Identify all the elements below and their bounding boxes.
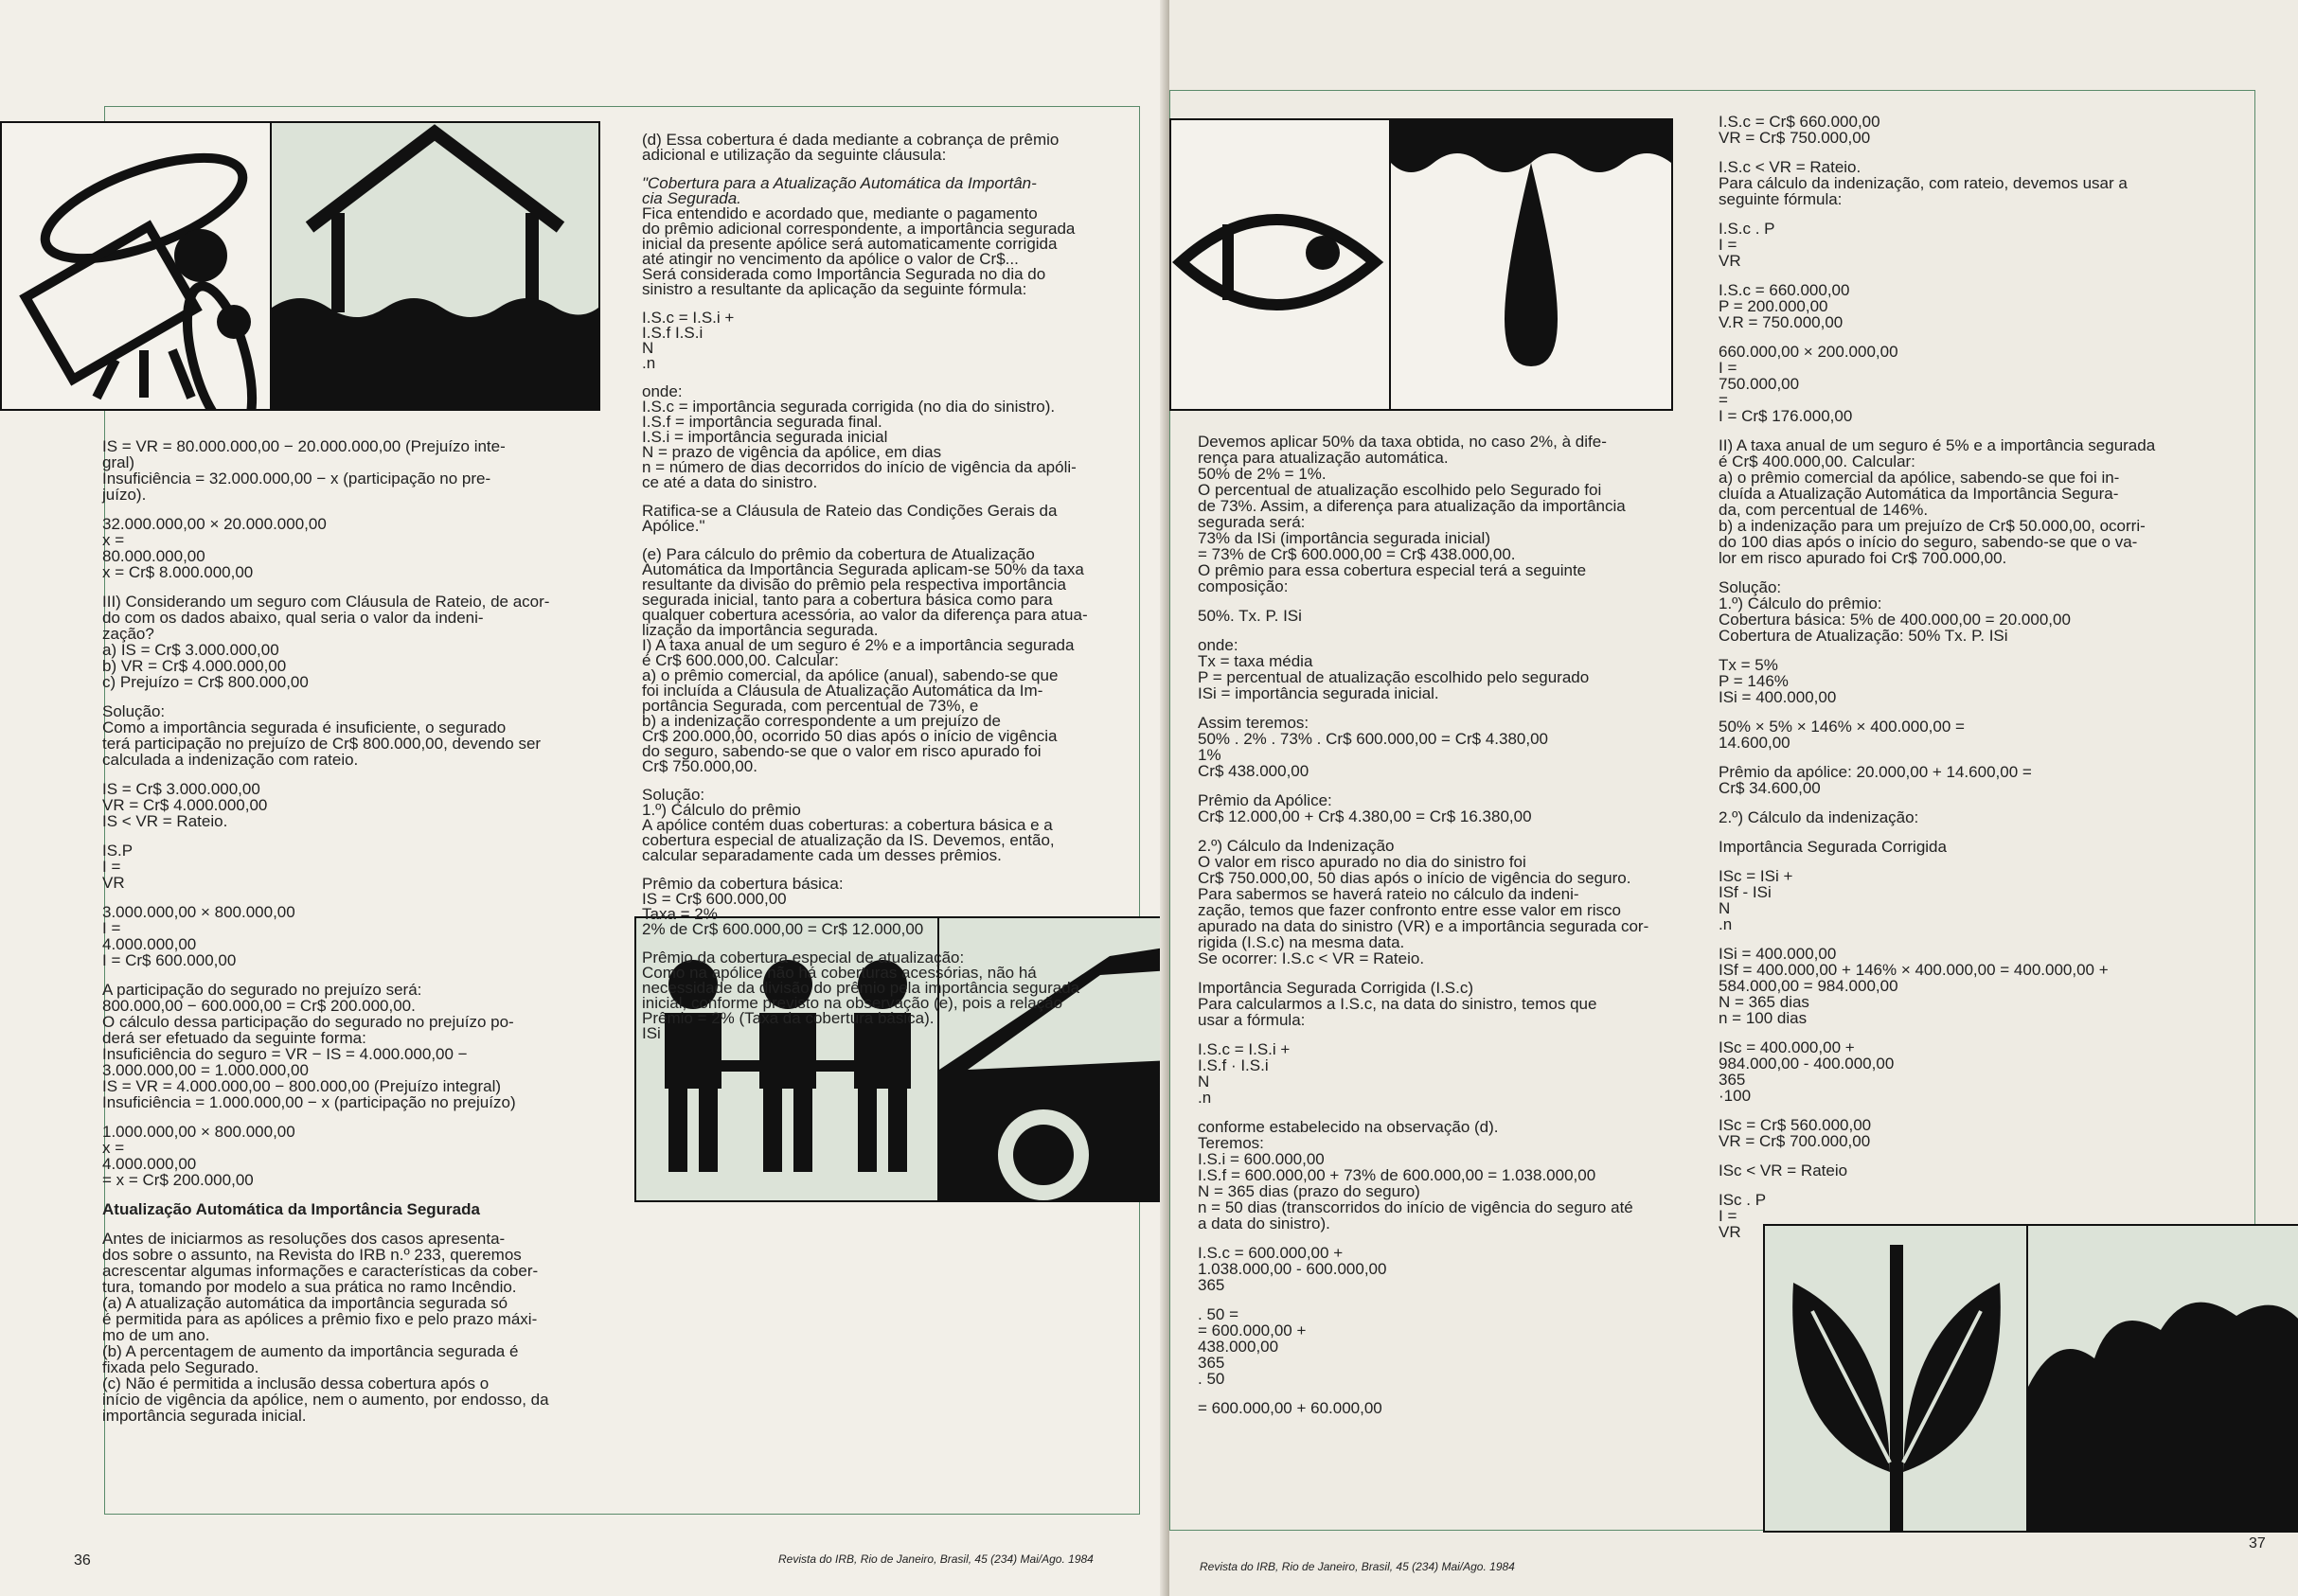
storm-cloud-illustration: [2026, 1224, 2298, 1533]
flood-house-illustration: [270, 121, 600, 411]
c1-line: mo de um ano.: [102, 1326, 210, 1344]
c3-line: Para sabermos se haverá rateio no cálculo da indeni-: [1198, 885, 1579, 903]
c3-line: 73% da ISi (importância segurada inicial): [1198, 529, 1490, 547]
c1-line: VR = Cr$ 4.000.000,00: [102, 796, 268, 814]
c2-line: IS = Cr$ 600.000,00: [642, 890, 787, 908]
c3-line: de 73%. Assim, a diferença para atualização da importância: [1198, 497, 1626, 515]
c4-line: Importância Segurada Corrigida: [1719, 838, 1947, 856]
c1-line: IS.P: [102, 842, 134, 860]
c2-line: Apólice.": [642, 517, 705, 535]
c3-line: Assim teremos:: [1198, 714, 1309, 732]
c1-line: dos sobre o assunto, na Revista do IRB n.º 233, queremos: [102, 1246, 522, 1264]
c1-line: x = Cr$ 8.000.000,00: [102, 563, 254, 581]
c1-line: c) Prejuízo = Cr$ 800.000,00: [102, 673, 309, 691]
c4-line: I =: [1719, 236, 1737, 254]
c2-line: inicial, conforme previsto na observação (e), pois a relação: [642, 994, 1063, 1012]
c1-line: a) IS = Cr$ 3.000.000,00: [102, 641, 279, 659]
c4-line: I.S.c . P: [1719, 220, 1775, 238]
c4-line: ISc < VR = Rateio: [1719, 1162, 1848, 1179]
c2-line: Prêmio da cobertura especial de atualização:: [642, 949, 965, 966]
c3-line: rença para atualização automática.: [1198, 449, 1449, 467]
c3-line: apurado na data do sinistro (VR) e a importância segurada cor-: [1198, 917, 1649, 935]
c2-line: Como na apólice não há coberturas acessórias, não há: [642, 964, 1037, 982]
c4-line: II) A taxa anual de um seguro é 5% e a importância segurada: [1719, 436, 2156, 454]
c4-line: Solução:: [1719, 578, 1782, 596]
c3-line: usar a fórmula:: [1198, 1011, 1306, 1029]
c1-line: tura, tomando por modelo a sua prática no ramo Incêndio.: [102, 1278, 517, 1296]
c4-line: I.S.c = 660.000,00: [1719, 281, 1850, 299]
c3-line: conforme estabelecido na observação (d).: [1198, 1118, 1499, 1136]
c2-line: n = número de dias decorridos do início de vigência da apóli-: [642, 458, 1077, 476]
c2-line: segurada inicial, tanto para a cobertura básica como para: [642, 591, 1053, 609]
c2-line: 2% de Cr$ 600.000,00 = Cr$ 12.000,00: [642, 920, 924, 938]
c3-line: O prêmio para essa cobertura especial terá a seguinte: [1198, 561, 1587, 579]
c2-line: Cr$ 200.000,00, ocorrido 50 dias após o início de vigência: [642, 727, 1058, 745]
c2-line: (e) Para cálculo do prêmio da cobertura de Atualização: [642, 545, 1035, 563]
c2-line: foi incluída a Cláusula de Atualização Automática da Im-: [642, 682, 1043, 700]
c4-line: =: [1719, 391, 1728, 409]
c4-line: lor em risco apurado foi Cr$ 700.000,00.: [1719, 549, 2007, 567]
c2-line: .n: [642, 354, 656, 372]
c2-line: (d) Essa cobertura é dada mediante a cobrança de prêmio: [642, 131, 1060, 149]
c3-line: Para calcularmos a I.S.c, na data do sinistro, temos que: [1198, 995, 1597, 1013]
c2-line: I.S.f I.S.i: [642, 324, 704, 342]
c1-line: início de vigência da apólice, nem o aumento, por endosso, da: [102, 1391, 549, 1409]
right-page-footer: Revista do IRB, Rio de Janeiro, Brasil, 45 (234) Mai/Ago. 1984: [1200, 1560, 1515, 1573]
c3-line: rigida (I.S.c) na mesma data.: [1198, 933, 1405, 951]
c1-line: Insuficiência do seguro = VR − IS = 4.000.000,00 −: [102, 1045, 468, 1063]
c4-line: VR: [1719, 252, 1741, 270]
c4-line: ISi = 400.000,00: [1719, 688, 1837, 706]
c4-line: seguinte fórmula:: [1719, 190, 1843, 208]
c1-line: zação?: [102, 625, 154, 643]
c4-line: 2.º) Cálculo da indenização:: [1719, 808, 1919, 826]
c3-line: N: [1198, 1073, 1210, 1091]
c3-line: Cr$ 750.000,00, 50 dias após o início de vigência do seguro.: [1198, 869, 1631, 887]
c2-line: Será considerada como Importância Segurada no dia do: [642, 265, 1046, 283]
c1-line: x =: [102, 1139, 125, 1157]
c3-line: . 50: [1198, 1370, 1225, 1388]
c3-line: Se ocorrer: I.S.c < VR = Rateio.: [1198, 949, 1425, 967]
c2-line: necessidade da divisão do prêmio pela importância segurada: [642, 979, 1080, 997]
c1-line: I =: [102, 919, 121, 937]
c1-line: III) Considerando um seguro com Cláusula de Rateio, de acor-: [102, 593, 550, 611]
c2-line: I.S.f = importância segurada final.: [642, 413, 882, 431]
c2-line: 1.º) Cálculo do prêmio: [642, 801, 801, 819]
c4-line: n = 100 dias: [1719, 1009, 1808, 1027]
water-drop-illustration: [1389, 118, 1673, 411]
c4-line: a) o prêmio comercial da apólice, sabendo-se que foi in-: [1719, 469, 2120, 487]
c4-line: P = 200.000,00: [1719, 297, 1828, 315]
c2-line: Ratifica-se a Cláusula de Rateio das Condições Gerais da: [642, 502, 1058, 520]
c1-line: acrescentar algumas informações e características da cober-: [102, 1262, 539, 1280]
c2-line: "Cobertura para a Atualização Automática da Importân-: [642, 174, 1037, 192]
c2-line: Automática da Importância Segurada aplicam-se 50% da taxa: [642, 560, 1084, 578]
c3-line: composição:: [1198, 577, 1289, 595]
c1-line: (c) Não é permitida a inclusão dessa cobertura após o: [102, 1374, 490, 1392]
c4-line: ISc = Cr$ 560.000,00: [1719, 1116, 1872, 1134]
c2-line: do seguro, sabendo-se que o valor em risco apurado foi: [642, 742, 1042, 760]
c1-line: gral): [102, 453, 135, 471]
c3-line: Teremos:: [1198, 1134, 1264, 1152]
c2-line: Prêmio = 2% (Taxa da cobertura básica).: [642, 1009, 935, 1027]
c3-line: Tx = taxa média: [1198, 652, 1313, 670]
c3-line: a data do sinistro).: [1198, 1215, 1330, 1232]
c4-line: é Cr$ 400.000,00. Calcular:: [1719, 452, 1915, 470]
c3-line: 50% de 2% = 1%.: [1198, 465, 1327, 483]
c1-line: terá participação no prejuízo de Cr$ 800.000,00, devendo ser: [102, 735, 542, 753]
c1-line: Como a importância segurada é insuficiente, o segurado: [102, 718, 507, 736]
c2-line: cia Segurada.: [642, 189, 741, 207]
c4-line: N = 365 dias: [1719, 993, 1809, 1011]
c2-line: inicial da presente apólice será automaticamente corrigida: [642, 235, 1058, 253]
c4-line: Cr$ 34.600,00: [1719, 779, 1821, 797]
c2-line: a) o prêmio comercial, da apólice (anual), sabendo-se que: [642, 666, 1059, 684]
c3-line: O valor em risco apurado no dia do sinistro foi: [1198, 853, 1526, 871]
c3-line: I.S.f · I.S.i: [1198, 1056, 1269, 1074]
middle-column: [642, 133, 1139, 1041]
c4-line: Cobertura de Atualização: 50% Tx. P. ISi: [1719, 627, 2008, 645]
c3-line: Importância Segurada Corrigida (I.S.c): [1198, 979, 1474, 997]
c1-line: importância segurada inicial.: [102, 1407, 307, 1425]
c2-line: I.S.i = importância segurada inicial: [642, 428, 888, 446]
c2-line: é Cr$ 600.000,00. Calcular:: [642, 651, 839, 669]
c4-line: Cobertura básica: 5% de 400.000,00 = 20.000,00: [1719, 611, 2071, 629]
c3-line: I.S.c = 600.000,00 +: [1198, 1244, 1344, 1262]
c2-line: qualquer cobertura acessória, ao valor da diferença para atua-: [642, 606, 1088, 624]
c1-line: juízo).: [102, 486, 147, 504]
c2-line: ISi: [642, 1024, 661, 1042]
c1-line: 3.000.000,00 × 800.000,00: [102, 903, 295, 921]
c3-line: segurada será:: [1198, 513, 1306, 531]
c1-line: O cálculo dessa participação do segurado no prejuízo po-: [102, 1013, 514, 1031]
c3-line: = 600.000,00 + 60.000,00: [1198, 1399, 1382, 1417]
c2-line: Fica entendido e acordado que, mediante o pagamento: [642, 204, 1038, 222]
bee-illustration: [0, 121, 274, 411]
c2-line: Cr$ 750.000,00.: [642, 757, 757, 775]
c4-line: N: [1719, 899, 1731, 917]
c1-line: do com os dados abaixo, qual seria o valor da indeni-: [102, 609, 484, 627]
c2-line: b) a indenização correspondente a um prejuízo de: [642, 712, 1001, 730]
c2-line: calcular separadamente cada um desses prêmios.: [642, 846, 1002, 864]
c2-line: lização da importância segurada.: [642, 621, 879, 639]
c1-line: calculada a indenização com rateio.: [102, 751, 359, 769]
c1-line: (a) A atualização automática da importância segurada só: [102, 1294, 508, 1312]
c3-line: n = 50 dias (transcorridos do início de vigência do seguro até: [1198, 1198, 1633, 1216]
c3-line: Prêmio da Apólice:: [1198, 791, 1332, 809]
c3-line: I.S.c = I.S.i +: [1198, 1040, 1291, 1058]
c2-line: onde:: [642, 382, 683, 400]
c1-line: 4.000.000,00: [102, 935, 197, 953]
c4-line: do 100 dias após o início do seguro, sabendo-se que o va-: [1719, 533, 2138, 551]
c4-line: da, com percentual de 146%.: [1719, 501, 1929, 519]
c1-line: IS = VR = 4.000.000,00 − 800.000,00 (Prejuízo integral): [102, 1077, 502, 1095]
c2-line: N = prazo de vigência da apólice, em dias: [642, 443, 942, 461]
c2-line: adicional e utilização da seguinte cláusula:: [642, 146, 947, 164]
c4-line: 984.000,00 - 400.000,00: [1719, 1055, 1895, 1073]
c3-line: zação, temos que fazer confronto entre esse valor em risco: [1198, 901, 1621, 919]
c4-line: ISf - ISi: [1719, 883, 1772, 901]
c4-line: I =: [1719, 1207, 1737, 1225]
c3-line: Cr$ 438.000,00: [1198, 762, 1309, 780]
c1-line: Atualização Automática da Importância Segurada: [102, 1200, 480, 1218]
c3-line: . 50 =: [1198, 1305, 1239, 1323]
c1-line: IS = VR = 80.000.000,00 − 20.000.000,00 (Prejuízo inte-: [102, 437, 506, 455]
c3-line: P = percentual de atualização escolhido pelo segurado: [1198, 668, 1590, 686]
c2-line: I) A taxa anual de um seguro é 2% e a importância segurada: [642, 636, 1075, 654]
c4-line: Para cálculo da indenização, com rateio, devemos usar a: [1719, 174, 2128, 192]
c2-line: Solução:: [642, 786, 705, 804]
c2-line: Prêmio da cobertura básica:: [642, 875, 844, 893]
c1-line: IS = Cr$ 3.000.000,00: [102, 780, 260, 798]
c1-line: 32.000.000,00 × 20.000.000,00: [102, 515, 327, 533]
c3-line: = 600.000,00 +: [1198, 1321, 1307, 1339]
right-column-b: [1719, 114, 2277, 1240]
c3-line: I.S.i = 600.000,00: [1198, 1150, 1325, 1168]
c4-line: V.R = 750.000,00: [1719, 313, 1844, 331]
c4-line: 584.000,00 = 984.000,00: [1719, 977, 1898, 995]
c1-line: derá ser efetuado da seguinte forma:: [102, 1029, 366, 1047]
c4-line: 1.º) Cálculo do prêmio:: [1719, 594, 1882, 612]
c3-line: 365: [1198, 1276, 1225, 1294]
right-page: [1169, 0, 2298, 1596]
c2-line: do prêmio adicional correspondente, a importância segurada: [642, 220, 1076, 238]
c1-line: 3.000.000,00 = 1.000.000,00: [102, 1061, 309, 1079]
c3-line: 1%: [1198, 746, 1221, 764]
c1-line: Solução:: [102, 702, 166, 720]
c1-line: = x = Cr$ 200.000,00: [102, 1171, 254, 1189]
c4-line: ISc = ISi +: [1719, 867, 1793, 885]
c3-line: I.S.f = 600.000,00 + 73% de 600.000,00 = 1.038.000,00: [1198, 1166, 1596, 1184]
c4-line: Tx = 5%: [1719, 656, 1778, 674]
c4-line: ISf = 400.000,00 + 146% × 400.000,00 = 400.000,00 +: [1719, 961, 2109, 979]
c1-line: 4.000.000,00: [102, 1155, 197, 1173]
c4-line: Prêmio da apólice: 20.000,00 + 14.600,00 =: [1719, 763, 2032, 781]
c3-line: 365: [1198, 1354, 1225, 1372]
c4-line: ·100: [1719, 1087, 1752, 1105]
c3-line: O percentual de atualização escolhido pelo Segurado foi: [1198, 481, 1602, 499]
c3-line: 438.000,00: [1198, 1338, 1279, 1356]
c1-line: (b) A percentagem de aumento da importância segurada é: [102, 1342, 519, 1360]
c4-line: ISc . P: [1719, 1191, 1767, 1209]
c1-line: fixada pelo Segurado.: [102, 1358, 259, 1376]
c4-line: I =: [1719, 359, 1737, 377]
c2-line: Taxa = 2%: [642, 905, 718, 923]
c2-line: resultante da divisão do prêmio pela respectiva importância: [642, 576, 1066, 594]
c1-line: I =: [102, 858, 121, 876]
c1-line: 80.000.000,00: [102, 547, 205, 565]
left-page-number: 36: [74, 1552, 91, 1569]
c2-line: até atingir no vencimento da apólice o valor de Cr$...: [642, 250, 1019, 268]
right-page-number: 37: [2249, 1535, 2266, 1552]
fish-illustration: [1169, 118, 1393, 411]
c2-line: sinistro a resultante da aplicação da seguinte fórmula:: [642, 280, 1027, 298]
c4-line: I.S.c < VR = Rateio.: [1719, 158, 1862, 176]
c1-line: Antes de iniciarmos as resoluções dos casos apresenta-: [102, 1230, 506, 1248]
c4-line: P = 146%: [1719, 672, 1789, 690]
c4-line: b) a indenização para um prejuízo de Cr$ 50.000,00, ocorri-: [1719, 517, 2146, 535]
c1-line: Insuficiência = 1.000.000,00 − x (participação no prejuízo): [102, 1093, 516, 1111]
c1-line: é permitida para as apólices a prêmio fixo e pelo prazo máxi-: [102, 1310, 538, 1328]
c1-line: Insuficiência = 32.000.000,00 − x (participação no pre-: [102, 470, 491, 488]
c2-line: N: [642, 339, 654, 357]
left-page-footer: Revista do IRB, Rio de Janeiro, Brasil, 45 (234) Mai/Ago. 1984: [778, 1552, 1094, 1566]
c4-line: I = Cr$ 176.000,00: [1719, 407, 1853, 425]
c4-line: I.S.c = Cr$ 660.000,00: [1719, 113, 1880, 131]
c1-line: 800.000,00 − 600.000,00 = Cr$ 200.000,00.: [102, 997, 416, 1015]
c1-line: VR: [102, 874, 125, 892]
c4-line: cluída a Atualização Automática da Importância Segura-: [1719, 485, 2119, 503]
c1-line: 1.000.000,00 × 800.000,00: [102, 1123, 295, 1141]
c3-line: N = 365 dias (prazo do seguro): [1198, 1182, 1420, 1200]
c4-line: 660.000,00 × 200.000,00: [1719, 343, 1898, 361]
c3-line: = 73% de Cr$ 600.000,00 = Cr$ 438.000,00.: [1198, 545, 1516, 563]
c2-line: ce até a data do sinistro.: [642, 473, 818, 491]
c3-line: 50% . 2% . 73% . Cr$ 600.000,00 = Cr$ 4.380,00: [1198, 730, 1548, 748]
right-column-a: [1198, 434, 1728, 1416]
c3-line: 1.038.000,00 - 600.000,00: [1198, 1260, 1387, 1278]
c1-line: x =: [102, 531, 125, 549]
left-column: [102, 438, 595, 1424]
c4-line: 14.600,00: [1719, 734, 1790, 752]
c1-line: IS < VR = Rateio.: [102, 812, 228, 830]
c2-line: A apólice contém duas coberturas: a cobertura básica e a: [642, 816, 1053, 834]
c4-line: ISc = 400.000,00 +: [1719, 1038, 1855, 1056]
c3-line: Cr$ 12.000,00 + Cr$ 4.380,00 = Cr$ 16.380,00: [1198, 807, 1532, 825]
c4-line: VR = Cr$ 750.000,00: [1719, 129, 1871, 147]
c4-line: 365: [1719, 1071, 1746, 1089]
c4-line: ISi = 400.000,00: [1719, 945, 1837, 963]
c4-line: VR = Cr$ 700.000,00: [1719, 1132, 1871, 1150]
c4-line: 750.000,00: [1719, 375, 1800, 393]
c3-line: .n: [1198, 1089, 1212, 1107]
c4-line: 50% × 5% × 146% × 400.000,00 =: [1719, 718, 1965, 736]
c3-line: 50%. Tx. P. ISi: [1198, 607, 1302, 625]
c3-line: ISi = importância segurada inicial.: [1198, 684, 1439, 702]
c1-line: b) VR = Cr$ 4.000.000,00: [102, 657, 287, 675]
leaf-illustration: [1763, 1224, 2030, 1533]
c3-line: Devemos aplicar 50% da taxa obtida, no caso 2%, à dife-: [1198, 433, 1607, 451]
c2-line: I.S.c = I.S.i +: [642, 309, 735, 327]
c2-line: cobertura especial de atualização da IS. Devemos, então,: [642, 831, 1055, 849]
c3-line: onde:: [1198, 636, 1238, 654]
c2-line: portância Segurada, com percentual de 73%, e: [642, 697, 979, 715]
c3-line: 2.º) Cálculo da Indenização: [1198, 837, 1395, 855]
c4-line: VR: [1719, 1223, 1741, 1241]
c2-line: I.S.c = importância segurada corrigida (no dia do sinistro).: [642, 398, 1056, 416]
c4-line: .n: [1719, 915, 1733, 933]
c1-line: A participação do segurado no prejuízo será:: [102, 981, 422, 999]
c1-line: I = Cr$ 600.000,00: [102, 951, 237, 969]
